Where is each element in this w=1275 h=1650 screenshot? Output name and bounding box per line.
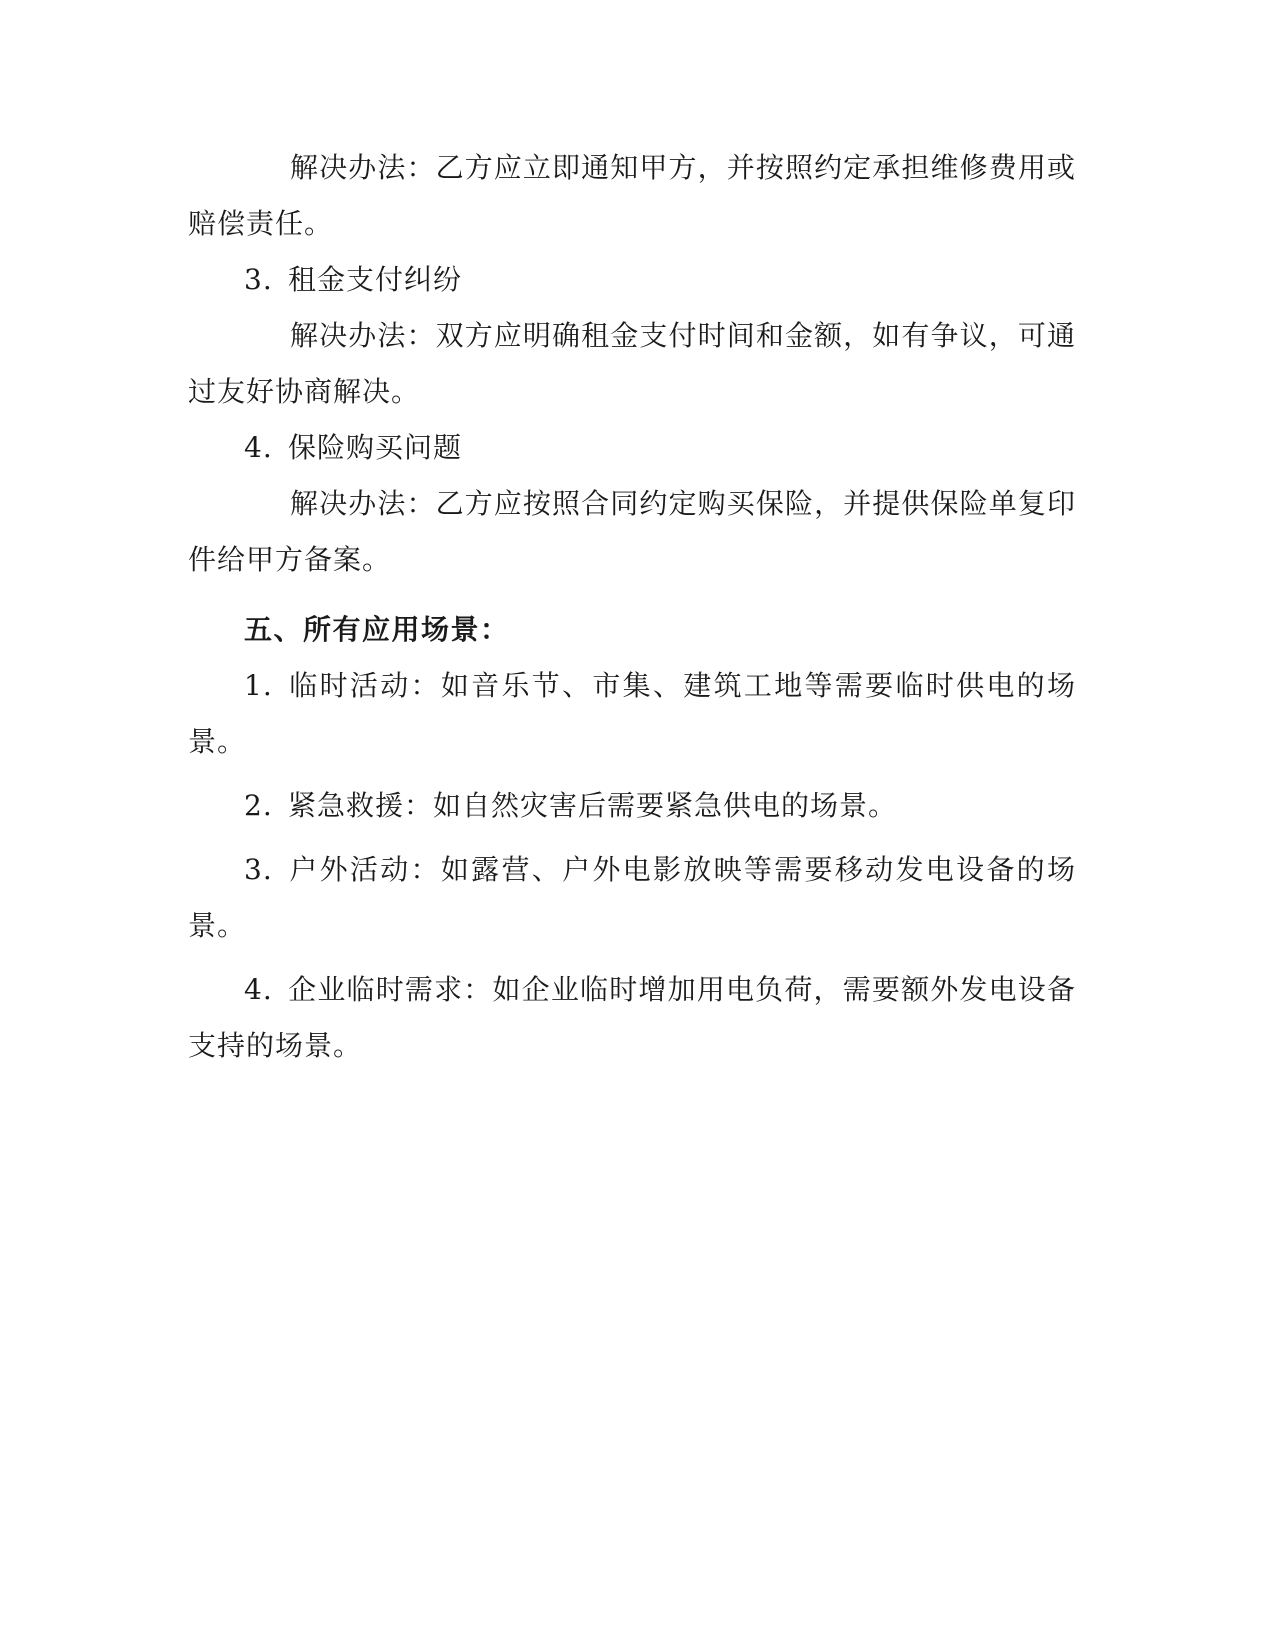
scenario-text: 户外活动：如露营、户外电影放映等需要移动发电设备的场景。	[188, 853, 1076, 942]
issue4-title-line	[188, 420, 1076, 476]
scenario-number: 2.	[244, 789, 273, 822]
issue4-solution: 解决办法：乙方应按照合同约定购买保险，并提供保险单复印件给甲方备案。	[188, 487, 1076, 576]
issue3-solution: 解决办法：双方应明确租金支付时间和金额，如有争议，可通过友好协商解决。	[188, 319, 1076, 408]
issue3-number: 3.	[244, 263, 273, 296]
section-five-heading: 五、所有应用场景：	[244, 613, 510, 646]
issue3-title: 租金支付纠纷	[288, 263, 463, 296]
scenario-text: 紧急救援：如自然灾害后需要紧急供电的场景。	[288, 789, 898, 822]
issue3-title-line	[188, 252, 1076, 308]
scenario-item	[188, 778, 1076, 834]
scenario-number: 4.	[244, 973, 273, 1006]
scenario-item	[188, 962, 1076, 1074]
scenario-number: 1.	[244, 669, 273, 702]
issue4-title: 保险购买问题	[288, 431, 463, 464]
issue2-solution: 解决办法：乙方应立即通知甲方，并按照约定承担维修费用或赔偿责任。	[188, 151, 1076, 240]
scenario-item	[188, 842, 1076, 954]
scenario-number: 3.	[244, 853, 273, 886]
scenario-text: 临时活动：如音乐节、市集、建筑工地等需要临时供电的场景。	[188, 669, 1076, 758]
issue4-number: 4.	[244, 431, 273, 464]
document-body	[188, 140, 1076, 1082]
scenario-item	[188, 658, 1076, 770]
scenario-text: 企业临时需求：如企业临时增加用电负荷，需要额外发电设备支持的场景。	[188, 973, 1076, 1062]
